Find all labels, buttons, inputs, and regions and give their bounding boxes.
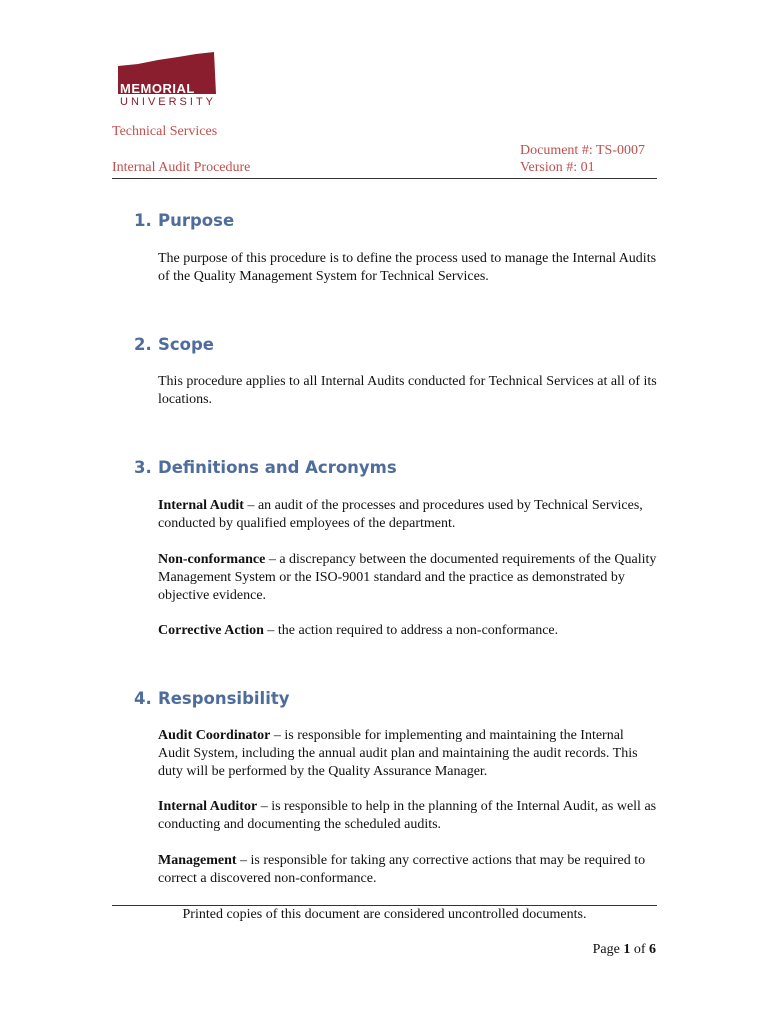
header-document-number: Document #: TS-0007	[520, 143, 645, 158]
section-number: 1.	[134, 211, 152, 230]
paragraph-term: Internal Auditor	[158, 799, 258, 814]
definition-non-conformance	[158, 551, 658, 605]
scope-paragraph	[158, 373, 658, 409]
logo-text-memorial: MEMORIAL	[120, 81, 195, 96]
responsibility-internal-auditor	[158, 798, 658, 834]
memorial-university-logo	[118, 52, 218, 114]
paragraph-text: – the action required to address a non-conformance.	[263, 623, 559, 638]
paragraph-term: Audit Coordinator	[158, 728, 271, 743]
section-title: Definitions and Acronyms	[158, 458, 397, 477]
section-number: 3.	[134, 458, 152, 477]
paragraph-text: – an audit of the processes and procedures used by Technical Services, conducted by qualified employees of the department.	[158, 498, 643, 531]
paragraph-term: Management	[158, 853, 237, 868]
section-title: Responsibility	[158, 689, 290, 708]
page-separator: of	[630, 942, 649, 957]
footer-uncontrolled-note: Printed copies of this document are considered uncontrolled documents.	[182, 907, 587, 922]
responsibility-management	[158, 852, 658, 888]
section-heading-scope	[134, 335, 214, 354]
section-heading-responsibility	[134, 689, 290, 708]
page-number	[593, 942, 656, 958]
responsibility-audit-coordinator	[158, 727, 658, 781]
footer-divider	[112, 905, 657, 906]
header-version: Version #: 01	[520, 160, 595, 175]
paragraph-text: – is responsible to help in the planning of the Internal Audit, as well as conducting and documenting the scheduled audits.	[158, 799, 657, 832]
paragraph-text: – a discrepancy between the documented requirements of the Quality Management System or the ISO-9001 standard and the practice as demonstrated by objective evidence.	[158, 552, 657, 603]
definition-internal-audit	[158, 497, 658, 533]
section-title: Scope	[158, 335, 215, 354]
section-heading-definitions	[134, 458, 397, 477]
paragraph-text: The purpose of this procedure is to define the process used to manage the Internal Audits of the Quality Management System for Technical Services.	[158, 251, 657, 284]
paragraph-term: Corrective Action	[158, 623, 264, 638]
section-title: Purpose	[158, 211, 235, 230]
header-document-title: Internal Audit Procedure	[112, 160, 251, 175]
paragraph-term: Internal Audit	[158, 498, 244, 513]
definition-corrective-action	[158, 622, 658, 640]
purpose-paragraph	[158, 250, 658, 286]
paragraph-text: – is responsible for implementing and maintaining the Internal Audit System, including the annual audit plan and maintaining the audit records. This duty will be performed by the Quality Assurance Manager.	[158, 728, 638, 779]
paragraph-text: This procedure applies to all Internal Audits conducted for Technical Services at all of its locations.	[158, 374, 657, 407]
header-department: Technical Services	[112, 124, 218, 139]
page-prefix: Page	[592, 942, 624, 957]
section-number: 2.	[134, 335, 152, 354]
page-current: 1	[623, 942, 631, 957]
page-total: 6	[649, 942, 656, 957]
section-number: 4.	[134, 689, 152, 708]
paragraph-text: – is responsible for taking any corrective actions that may be required to correct a discovered non-conformance.	[158, 853, 646, 886]
section-heading-purpose	[134, 211, 234, 230]
logo-text-university: UNIVERSITY	[120, 96, 217, 108]
paragraph-term: Non-conformance	[158, 552, 266, 567]
header-divider	[112, 178, 657, 179]
